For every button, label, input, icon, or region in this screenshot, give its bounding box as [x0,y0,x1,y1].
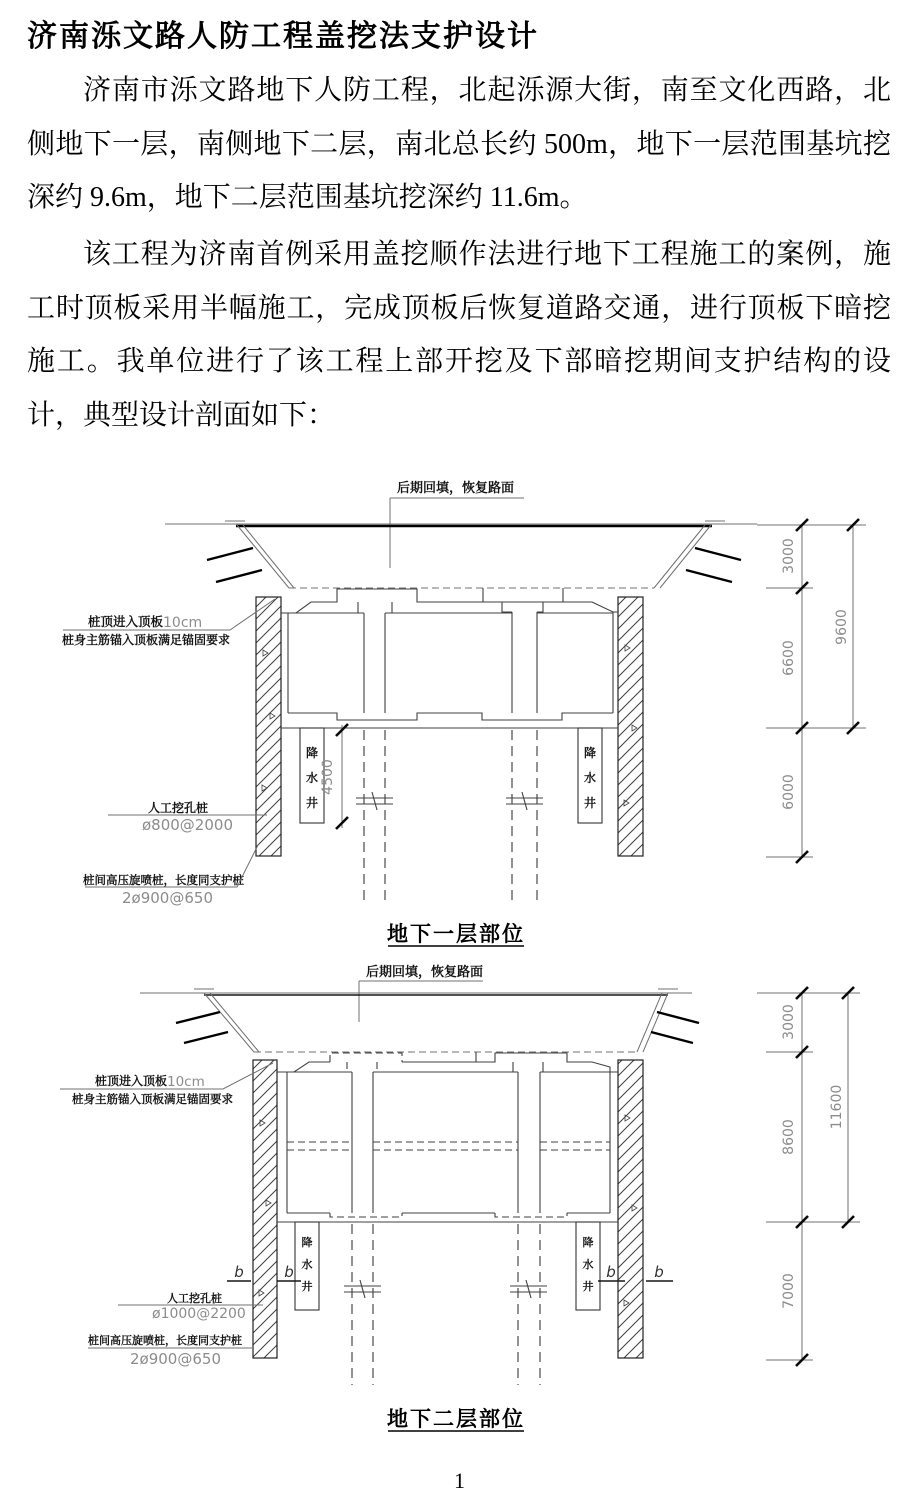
well-label-char-3: 井 [305,796,319,810]
dim-total-depth: 9600 [834,609,850,645]
page-title: 济南泺文路人防工程盖挖法支护设计 [27,20,539,53]
jet-grout-spec: 2ø900@650 [122,889,213,907]
diagram-caption [387,1407,525,1431]
dimension-chains [757,987,860,1366]
pile-top-note-dim: 10cm [163,615,203,631]
section-mark-b2: b [284,1263,294,1281]
ground-surface-line [140,989,692,995]
pile-break-symbol-left [356,792,393,810]
dim-structure-depth: 6600 [781,640,797,676]
section-diagram-basement-level-1 [0,455,919,960]
dim-fill-depth: 3000 [781,1004,797,1040]
backfill-leader-line [390,498,524,568]
structure-columns [364,612,537,713]
dewatering-well-right [576,1222,600,1310]
support-wall-right [618,597,643,856]
pile-top-note-cn: 桩顶进入顶板 [95,1074,168,1088]
section-marks-b [227,1263,673,1281]
well-depth-dim-text: 4500 [320,759,336,795]
jet-grout-annotation [88,1333,252,1368]
well-label-char-2: 水 [583,771,597,785]
caption-text: 地下二层部位 [387,1407,525,1431]
well-label-char-3: 井 [301,1281,313,1293]
hand-dug-pile-label: 人工挖孔桩 [167,1293,222,1305]
pile-break-symbol-left [344,1280,381,1298]
hand-dug-pile-annotation [108,800,267,834]
pile-top-annotation [62,599,275,647]
support-wall-right [618,1060,643,1358]
pile-anchor-note: 桩身主筋锚入顶板满足锚固要求 [62,633,231,647]
well-label-char-2: 水 [582,1259,594,1271]
column-piles-dashed [352,1224,540,1385]
pile-top-annotation [60,1063,273,1106]
structure-side-walls [288,612,613,713]
support-wall-left [256,597,281,856]
ground-surface-line [165,521,757,526]
pile-break-symbol-right [510,1280,547,1298]
excavation-slope-left [207,525,294,588]
paragraph-method: 该工程为济南首例采用盖挖顺作法进行地下工程施工的案例，施工时顶板采用半幅施工，完成顶板后恢复道路交通，进行顶板下暗挖施工。我单位进行了该工程上部开挖及下部暗挖期间支护结构的设计，典型设计剖面如下： [27,239,891,431]
structure-floor-slab [277,1213,618,1222]
well-label-char-1: 降 [583,746,597,760]
jet-grout-label: 桩间高压旋喷桩，长度同支护桩 [88,1335,242,1347]
section-diagram-basement-level-2 [0,950,919,1500]
section-mark-b1: b [234,1263,244,1281]
structure-roof-slab [277,1052,618,1072]
dimension-chains [757,519,866,863]
dim-structure-depth: 8600 [781,1119,797,1155]
structure-floor-slab [281,713,618,728]
backfill-note-label: 后期回填，恢复路面 [366,964,484,979]
dewatering-well-right [578,728,602,823]
pile-anchor-note: 桩身主筋锚入顶板满足锚固要求 [72,1094,233,1106]
dewatering-well-left [295,1222,319,1310]
dim-embed-depth: 7000 [781,1273,797,1309]
support-wall-left [253,1060,277,1358]
well-label-char-2: 水 [301,1259,313,1271]
well-label-char-1: 降 [305,746,319,760]
well-label-char-3: 井 [582,1281,594,1293]
structure-middle-slab [287,1142,610,1150]
dim-embed-depth: 6000 [781,774,797,810]
structure-roof-slab [281,588,618,613]
well-label-char-2: 水 [305,771,319,785]
column-piles-dashed [364,730,537,905]
backfill-note-label: 后期回填，恢复路面 [397,480,515,495]
section-mark-b3: b [606,1263,616,1281]
excavation-slope-left [176,993,259,1052]
page-number: 1 [454,1468,465,1493]
paragraph-intro: 济南市泺文路地下人防工程，北起泺源大街，南至文化西路，北侧地下一层，南侧地下二层，南北总长约 500m，地下一层范围基坑挖深约 9.6m，地下二层范围基坑挖深约 11.6m。 [27,75,891,213]
pile-top-note-dim: 10cm [167,1074,205,1090]
hand-dug-pile-spec: ø800@2000 [142,816,233,834]
section-mark-b4: b [654,1263,664,1281]
jet-grout-spec: 2ø900@650 [130,1350,221,1368]
jet-grout-label: 桩间高压旋喷桩，长度同支护桩 [83,875,244,887]
dim-fill-depth: 3000 [781,538,797,574]
backfill-leader-line [359,981,483,1022]
pile-top-note-cn: 桩顶进入顶板 [88,615,164,629]
hand-dug-pile-annotation [118,1291,263,1322]
excavation-slope-right [637,993,699,1052]
excavation-slope-right [654,525,741,588]
well-label-char-1: 降 [301,1237,313,1249]
dim-total-depth: 11600 [829,1084,845,1130]
jet-grout-annotation [83,845,258,907]
hand-dug-pile-spec: ø1000@2200 [152,1306,246,1322]
well-label-char-3: 井 [583,796,597,810]
diagram-caption [387,922,525,946]
well-label-char-1: 降 [582,1237,594,1249]
hand-dug-pile-label: 人工挖孔桩 [148,801,209,815]
caption-text: 地下一层部位 [387,922,525,946]
